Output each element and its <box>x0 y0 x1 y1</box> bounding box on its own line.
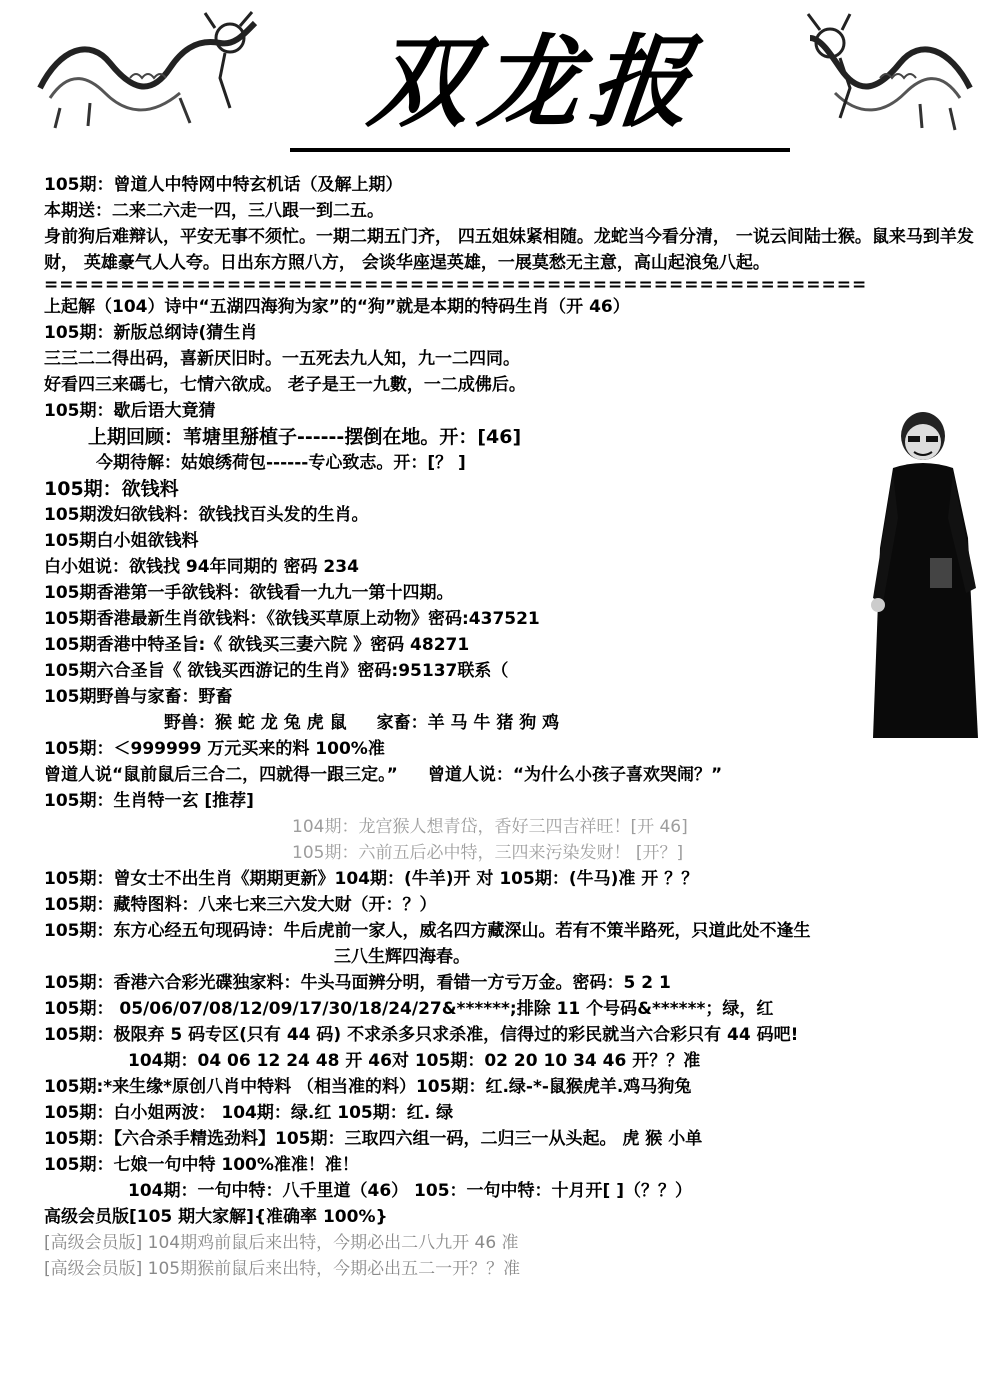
line-taoist-sayings <box>44 762 974 788</box>
line-money-6: 105期香港中特圣旨:《 欲钱买三妻六院 》密码 48271 <box>44 635 470 655</box>
taoist-saying-2: 曾道人说：“为什么小孩子喜欢哭闹？” <box>427 765 723 785</box>
masthead-header <box>0 0 1001 172</box>
livestock: 家畜：羊 马 牛 猪 狗 鸡 <box>376 713 560 733</box>
line-beast-title: 105期野兽与家畜：野畜 <box>44 687 233 707</box>
line-new-poem: 105期：新版总纲诗(猜生肖 <box>44 323 258 343</box>
line-money-2: 105期白小姐欲钱料 <box>44 531 199 551</box>
line-vip-104: [高级会员版] 104期鸡前鼠后来出特，今期必出二八九开 46 准 <box>44 1233 519 1253</box>
line-money-title: 105期：欲钱料 <box>44 478 179 500</box>
article-body <box>44 172 974 1282</box>
line-price: 105期：＜999999 万元买来的料 100%准 <box>44 739 385 759</box>
line-heart-sutra: 105期：东方心经五句现码诗：牛后虎前一家人，威名四方藏深山。若有不策半路死，只道此处不逢生 <box>44 921 811 941</box>
line-faint-105: 105期：六前五后必中特，三四来污染发财！ [开？] <box>292 843 684 863</box>
line-money-5: 105期香港最新生肖欲钱料：《欲钱买草原上动物》密码:437521 <box>44 609 540 629</box>
line-money-4: 105期香港第一手欲钱料：欲钱看一九九一第十四期。 <box>44 583 454 603</box>
line-limit-results: 104期：04 06 12 24 48 开 46对 105期：02 20 10 34 46 开？？准 <box>128 1051 701 1071</box>
line-faint-104: 104期：龙宫猴人想青岱，香好三四吉祥旺！[开 46] <box>292 817 688 837</box>
taoist-saying-1: 曾道人说“鼠前鼠后三合二，四就得一跟三定。” <box>44 765 398 785</box>
poem-paragraph: 身前狗后难辩认，平安无事不须忙。一期二期五门齐， 四五姐妹紧相随。龙蛇当今看分清， 一说云间陆士猴。鼠来马到羊发财， 英雄豪气人人夸。日出东方照八方， 会谈华座逞英雄，一展莫愁无主意，高山起浪兔八起。 <box>44 227 974 273</box>
line-hk-disc: 105期：香港六合彩光碟独家料：牛头马面辨分明，看错一方亏万金。密码：5 2 1 <box>44 973 671 993</box>
line-money-7: 105期六合圣旨《 欲钱买西游记的生肖》密码:95137联系（ <box>44 661 509 681</box>
line-ms-zeng: 105期：曾女士不出生肖《期期更新》104期：(牛羊)开 对 105期：(牛马)准 开 ？？ <box>44 869 699 889</box>
line-riddle-last: 上期回顾：苇塘里掰植子------摆倒在地。开：[46] <box>88 426 522 448</box>
line-riddle-title: 105期：歇后语大竟猜 <box>44 401 216 421</box>
masthead-title: 双龙报 <box>363 23 707 141</box>
dragon-right-icon <box>800 8 980 138</box>
line-zodiac-recommend: 105期：生肖特一玄 [推荐] <box>44 791 254 811</box>
line-money-1: 105期泼妇欲钱料：欲钱找百头发的生肖。 <box>44 505 369 525</box>
line-vip-105: [高级会员版] 105期猴前鼠后来出特，今期必出五二一开？？准 <box>44 1259 521 1279</box>
wild-beasts: 野兽：猴 蛇 龙 兔 虎 鼠 <box>164 713 347 733</box>
dragon-left-icon <box>30 8 270 138</box>
line-eight-zodiac: 105期:*来生缘*原创八肖中特料 （相当准的料）105期：红.绿-*-鼠猴虎羊.鸡马狗兔 <box>44 1077 692 1097</box>
line-numbers-exclude: 105期： 05/06/07/08/12/09/17/30/18/24/27&******;排除 11 个号码&******；绿，红 <box>44 999 774 1019</box>
line-money-3: 白小姐说：欲钱找 94年同期的 密码 234 <box>44 557 359 577</box>
line-hidden-picture: 105期：藏特图料：八来七来三六发大财（开：？） <box>44 895 437 915</box>
line-killer-picks: 105期：【六合杀手精选劲料】105期：三取四六组一码，二归三一从头起。 虎 猴 小单 <box>44 1129 703 1149</box>
masthead-rule <box>290 148 790 152</box>
line-one-sentence: 104期：一句中特：八千里道（46） 105：一句中特：十月开[ ]（？？） <box>128 1181 693 1201</box>
last-issue-solution: 上起解（104）诗中“五湖四海狗为家”的“狗”就是本期的特码生肖（开 46） <box>44 297 630 317</box>
line-two-waves: 105期：白小姐两波： 104期：绿.红 105期：红. 绿 <box>44 1103 454 1123</box>
separator-line: ====================================================== <box>44 275 868 295</box>
line-poem-2: 好看四三来碼七，七情六欲成。 老子是王一九數，一二成佛后。 <box>44 375 526 395</box>
line-riddle-this: 今期待解：姑娘绣荷包------专心致志。开：[？ ] <box>96 453 466 473</box>
line-beast-list <box>44 710 974 736</box>
line-heart-sutra-cont: 三八生辉四海春。 <box>334 947 470 967</box>
line-seven-lady: 105期：七娘一句中特 100%准准！准！ <box>44 1155 359 1175</box>
line-limit-five: 105期：极限弃 5 码专区(只有 44 码) 不求杀多只求杀准，信得过的彩民就当六合彩只有 44 码吧! <box>44 1025 799 1045</box>
issue-title-line: 105期：曾道人中特网中特玄机话（及解上期） <box>44 175 403 195</box>
line-vip-title: 高级会员版[105 期大家解]{准确率 100%} <box>44 1207 388 1227</box>
this-issue-gift-line: 本期送：二来二六走一四，三八跟一到二五。 <box>44 201 384 221</box>
line-poem-1: 三三二二得出码，喜新厌旧时。一五死去九人知，九一二四同。 <box>44 349 520 369</box>
